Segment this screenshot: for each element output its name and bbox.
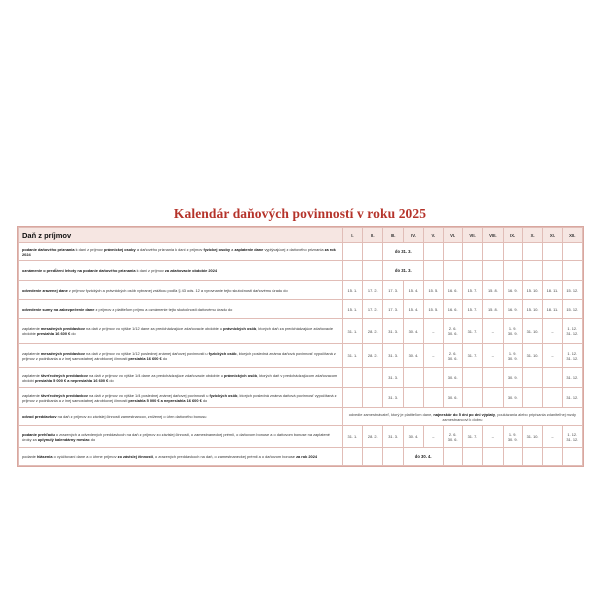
deadline-cell: 31. 3.	[383, 344, 403, 368]
month-header: IX.	[503, 228, 522, 243]
deadline-cell: 28. 2.	[363, 344, 383, 368]
table-row	[19, 261, 583, 281]
deadline-cell: 31. 7.	[462, 426, 482, 448]
deadline-cell: 15. 4.	[403, 300, 423, 319]
deadline-cell: 31. 10.	[522, 344, 542, 368]
table-row	[19, 368, 583, 388]
row-description: podanie hlásenia o vyúčtovaní dane a o úhrne príjmov zo závislej činnosti, o zrazených preddavkoch na daň, o zamestnaneckej prémii a o daňovom bonuse za rok 2024	[19, 448, 343, 466]
deadline-cell: do 30. 4.	[403, 448, 443, 466]
deadline-cell: –	[543, 344, 562, 368]
deadline-cell: do 31. 3.	[383, 261, 424, 281]
month-header: V.	[424, 228, 443, 243]
deadline-cell: 16. 6.	[443, 281, 462, 300]
deadline-cell: 15. 7.	[462, 281, 482, 300]
month-header: VI.	[443, 228, 462, 243]
deadline-cell: 16. 6.	[443, 300, 462, 319]
deadline-cell: 2. 6. 30. 6.	[443, 344, 462, 368]
deadline-cell	[462, 368, 482, 388]
deadline-cell	[483, 388, 503, 408]
deadline-cell	[342, 388, 362, 408]
deadline-cell: 30. 9.	[503, 368, 522, 388]
deadline-cell: –	[543, 319, 562, 344]
deadline-cell: 30. 4.	[403, 426, 423, 448]
deadline-cell: 31. 12.	[562, 368, 582, 388]
table-row	[19, 319, 583, 344]
month-header: IV.	[403, 228, 423, 243]
deadline-cell	[522, 368, 542, 388]
deadline-cell: 2. 6. 30. 6.	[443, 319, 462, 344]
deadline-cell: –	[424, 319, 443, 344]
deadline-cell: 15. 1.	[342, 281, 362, 300]
deadline-cell: 15. 1.	[342, 300, 362, 319]
deadline-cell: 17. 3.	[383, 300, 403, 319]
deadline-cell: 30. 4.	[403, 319, 423, 344]
deadline-cell: 31. 7.	[462, 319, 482, 344]
deadline-cell: 15. 7.	[462, 300, 482, 319]
deadline-cell: 1. 12. 31. 12.	[562, 344, 582, 368]
deadline-cell	[403, 368, 423, 388]
deadline-cell: 1. 9. 30. 9.	[503, 319, 522, 344]
row-description: odvod preddavkov na daň z príjmov zo závislej činnosti zamestnancov, zníženej o úhrn daňového bonusu	[19, 408, 343, 426]
deadline-cell: 30. 6.	[443, 388, 462, 408]
deadline-cell: 28. 2.	[363, 319, 383, 344]
deadline-cell: 31. 7.	[462, 344, 482, 368]
deadline-cell	[462, 388, 482, 408]
deadline-cell: 1. 12. 31. 12.	[562, 319, 582, 344]
deadline-cell: 30. 4.	[403, 344, 423, 368]
table-row	[19, 408, 583, 426]
month-header: VII.	[462, 228, 482, 243]
deadline-cell: –	[424, 344, 443, 368]
deadline-cell	[403, 388, 423, 408]
row-description: zaplatenie štvrťročných preddavkov na daň z príjmov vo výške 1/4 dane za predchádzajúce zdaňovacie obdobie u právnických osôb, ktorých daň v predchádzajúcom zdaňovacom období presiahla 5 000 € a nepresiahla 16 600 € do	[19, 368, 343, 388]
deadline-cell: 30. 9.	[503, 388, 522, 408]
deadline-cell: 1. 9. 30. 9.	[503, 426, 522, 448]
deadline-cell: 31. 3.	[383, 319, 403, 344]
deadline-cell: 31. 10.	[522, 426, 542, 448]
deadline-cell: 15. 8.	[483, 300, 503, 319]
deadline-cell	[363, 388, 383, 408]
deadline-cell: 15. 5.	[424, 281, 443, 300]
table-row	[19, 243, 583, 261]
deadline-cell: 17. 2.	[363, 300, 383, 319]
month-header: III.	[383, 228, 403, 243]
deadline-cell: 18. 11.	[543, 281, 562, 300]
deadline-cell: 16. 9.	[503, 281, 522, 300]
row-description: zaplatenie mesačných preddavkov na daň z príjmov vo výške 1/12 dane za predchádzajúce zdaňovacie obdobie u právnických osôb, ktorých daň za predchádzajúce zdaňovacie obdobie presiahla 16 600 € do	[19, 319, 343, 344]
deadline-cell: do 31. 3.	[383, 243, 424, 261]
deadline-cell: 31. 10.	[522, 319, 542, 344]
table-row	[19, 344, 583, 368]
tax-calendar-table	[17, 226, 584, 467]
deadline-cell	[363, 368, 383, 388]
deadline-cell: 31. 3.	[383, 388, 403, 408]
table-row	[19, 281, 583, 300]
deadline-cell	[522, 388, 542, 408]
table-row	[19, 426, 583, 448]
deadline-cell	[424, 388, 443, 408]
deadline-cell: 15. 4.	[403, 281, 423, 300]
deadline-cell: 15. 12.	[562, 300, 582, 319]
table-row	[19, 300, 583, 319]
deadline-cell: 17. 3.	[383, 281, 403, 300]
deadline-cell: –	[483, 319, 503, 344]
payroll-note-cell: odvedie zamestnávateľ, ktorý je platiteľom dane, najneskôr do 5 dní po dni výplaty, poukázania alebo pripísania zdaniteľnej mzdy zamestnancovi k dobru	[342, 408, 582, 426]
month-header: X.	[522, 228, 542, 243]
deadline-cell: 17. 2.	[363, 281, 383, 300]
deadline-cell: 15. 12.	[562, 281, 582, 300]
month-header: XI.	[543, 228, 562, 243]
deadline-cell	[543, 388, 562, 408]
table-row	[19, 388, 583, 408]
deadline-cell: 1. 9. 30. 9.	[503, 344, 522, 368]
month-header: XII.	[562, 228, 582, 243]
row-description: zaplatenie štvrťročných preddavkov na daň z príjmov vo výške 1/4 poslednej známej daňovej povinnosti u fyzických osôb, ktorých posledná známa daňová povinnosť vypočítaná z príjmov z podnikania a z inej samostatnej zárobkovej činnosti presiahla 5 000 € a nepresiahla 16 600 € do	[19, 388, 343, 408]
deadline-cell: –	[424, 426, 443, 448]
row-description: zaplatenie mesačných preddavkov na daň z príjmov vo výške 1/12 poslednej známej daňovej povinnosti u fyzických osôb, ktorých posledná známa daňová povinnosť vypočítaná z príjmov z podnikania a z inej samostatnej zárobkovej činnosti presiahla 16 600 € do	[19, 344, 343, 368]
deadline-cell: 15. 8.	[483, 281, 503, 300]
deadline-cell: –	[543, 426, 562, 448]
deadline-cell: 31. 12.	[562, 388, 582, 408]
month-header: I.	[342, 228, 362, 243]
section-header: Daň z príjmov	[19, 228, 343, 243]
page-title: Kalendár daňových povinností v roku 2025	[173, 206, 427, 221]
deadline-cell: 15. 10.	[522, 281, 542, 300]
row-description: podanie prehľadu o zrazených a odvedených preddavkoch na daň z príjmov zo závislej činnosti, o zamestnaneckej prémii, o daňovom bonuse a o daňovom bonuse na zaplatené úroky za uplynulý kalendárny mesiac do	[19, 426, 343, 448]
deadline-cell: 31. 1.	[342, 344, 362, 368]
deadline-cell: 31. 1.	[342, 319, 362, 344]
deadline-cell	[543, 368, 562, 388]
deadline-cell: 31. 3.	[383, 426, 403, 448]
deadline-cell	[342, 368, 362, 388]
row-description: podanie daňového priznania k dani z príjmov právnickej osoby a daňového priznania k dani z príjmov fyzickej osoby a zaplatenie dane vyplývajúcej z daňového priznania za rok 2024	[19, 243, 343, 261]
month-header: II.	[363, 228, 383, 243]
deadline-cell: 15. 5.	[424, 300, 443, 319]
deadline-cell: 2. 6. 30. 6.	[443, 426, 462, 448]
deadline-cell: 15. 10.	[522, 300, 542, 319]
deadline-cell: 31. 3.	[383, 368, 403, 388]
row-description: odvedenie sumy na zabezpečenie dane z príjmov z platiteľom príjmu a oznámenie tejto skutočnosti daňovému úradu do	[19, 300, 343, 319]
deadline-cell	[424, 368, 443, 388]
row-description: odvedenie zrazenej dane z príjmov fyzických a právnických osôb vybranej zrážkou podľa § 43 ods. 12 a vyrovnanie tejto skutočnosti daňovému úradu do	[19, 281, 343, 300]
table-header-row	[19, 228, 583, 243]
row-description: oznámenie o predĺžení lehoty na podanie daňového priznania k dani z príjmov za zdaňovacie obdobie 2024	[19, 261, 343, 281]
month-header: VIII.	[483, 228, 503, 243]
deadline-cell	[483, 368, 503, 388]
deadline-cell: 16. 9.	[503, 300, 522, 319]
deadline-cell: 1. 12. 31. 12.	[562, 426, 582, 448]
deadline-cell: 31. 1.	[342, 426, 362, 448]
deadline-cell: 18. 11.	[543, 300, 562, 319]
table-row	[19, 448, 583, 466]
deadline-cell: 30. 6.	[443, 368, 462, 388]
deadline-cell: –	[483, 426, 503, 448]
deadline-cell: 28. 2.	[363, 426, 383, 448]
deadline-cell: –	[483, 344, 503, 368]
